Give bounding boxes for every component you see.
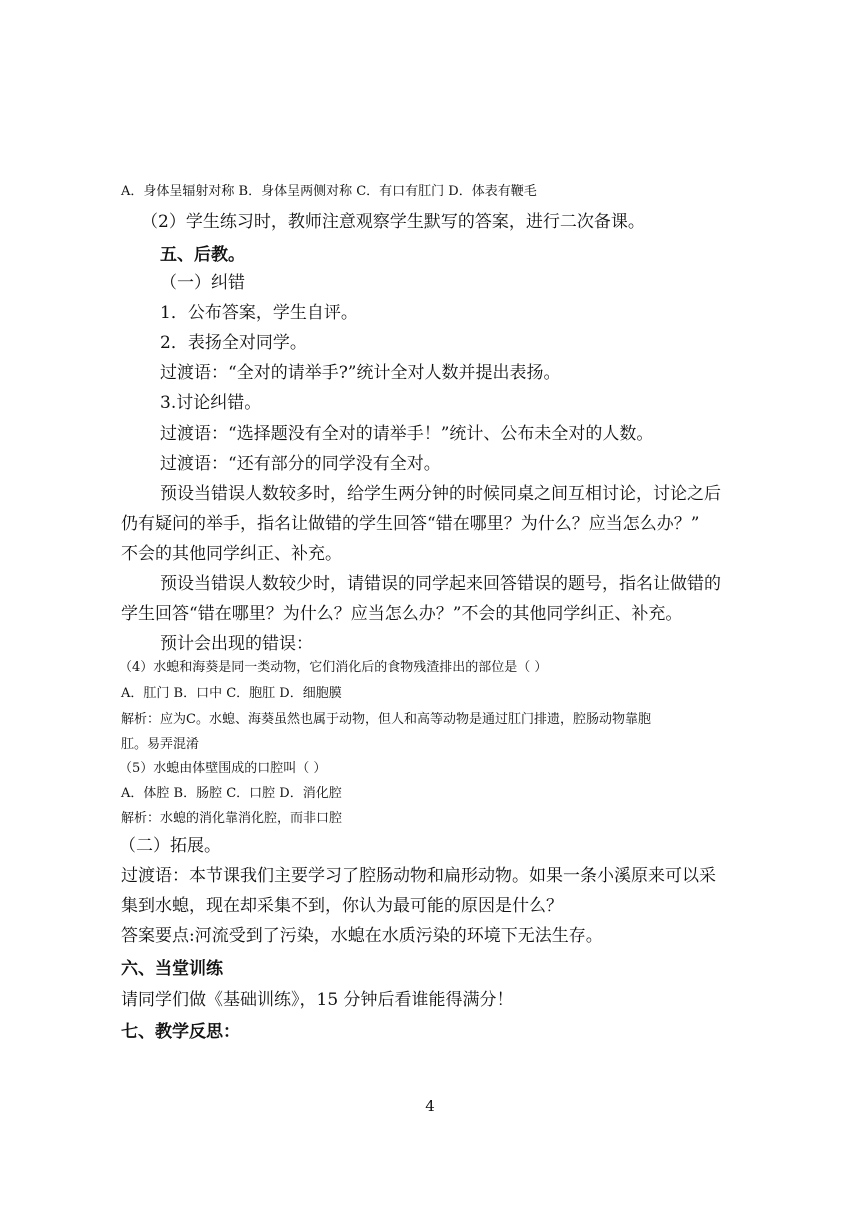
paragraph-line: 集到水螅，现在却采集不到，你认为最可能的原因是什么？: [121, 896, 563, 916]
question-options: A．体腔 B．肠腔 C．口腔 D．消化腔: [121, 786, 342, 801]
list-item: 1．公布答案，学生自评。: [160, 303, 358, 323]
paragraph-line: 仍有疑问的举手，指名让做错的学生回答“错在哪里？为什么？应当怎么办？”: [121, 514, 700, 534]
question-options: A．肛门 B．口中 C．胞肛 D．细胞膜: [121, 686, 342, 701]
paragraph-line: 过渡语：本节课我们主要学习了腔肠动物和扁形动物。如果一条小溪原来可以采: [121, 866, 716, 886]
transition-text: 过渡语：“选择题没有全对的请举手！”统计、公布未全对的人数。: [160, 424, 654, 444]
paragraph-line: 预设当错误人数较多时，给学生两分钟的时候同桌之间互相讨论，讨论之后: [160, 484, 721, 504]
answer-text: 答案要点:河流受到了污染，水螅在水质污染的环境下无法生存。: [121, 926, 603, 946]
transition-text: 过渡语：“全对的请举手?”统计全对人数并提出表扬。: [160, 363, 561, 383]
paragraph-line: 预计会出现的错误：: [160, 634, 313, 654]
subsection-heading: （一）纠错: [160, 273, 245, 293]
question-text: （4）水螅和海葵是同一类动物，它们消化后的食物残渣排出的部位是（ ）: [119, 660, 548, 675]
section-heading: 六、当堂训练: [121, 959, 223, 979]
explanation-text: 解析：应为C。水螅、海葵虽然也属于动物，但人和高等动物是通过肛门排遗，腔肠动物靠胞: [121, 712, 651, 727]
paragraph-line: 不会的其他同学纠正、补充。: [121, 544, 342, 564]
explanation-text: 解析：水螅的消化靠消化腔，而非口腔: [121, 811, 343, 826]
section-heading: 七、教学反思：: [121, 1022, 240, 1042]
list-item: 3.讨论纠错。: [160, 393, 262, 413]
paragraph-line: 学生回答“错在哪里？为什么？应当怎么办？”不会的其他同学纠正、补充。: [121, 604, 683, 624]
transition-text: 过渡语：“还有部分的同学没有全对。: [160, 454, 441, 474]
explanation-text: 肛。易弄混淆: [121, 737, 200, 752]
section-heading: 五、后教。: [160, 245, 245, 265]
page-number: 4: [425, 1097, 435, 1115]
practice-note: （2）学生练习时，教师注意观察学生默写的答案，进行二次备课。: [141, 212, 645, 232]
subsection-heading: （二）拓展。: [119, 836, 221, 856]
question-options: A．身体呈辐射对称 B．身体呈两侧对称 C．有口有肛门 D．体表有鞭毛: [121, 184, 537, 199]
question-text: （5）水螅由体壁围成的口腔叫（ ）: [119, 761, 327, 776]
paragraph-line: 预设当错误人数较少时，请错误的同学起来回答错误的题号，指名让做错的: [160, 574, 721, 594]
paragraph-line: 请同学们做《基础训练》，15 分钟后看谁能得满分！: [121, 990, 514, 1010]
list-item: 2．表扬全对同学。: [160, 333, 307, 353]
